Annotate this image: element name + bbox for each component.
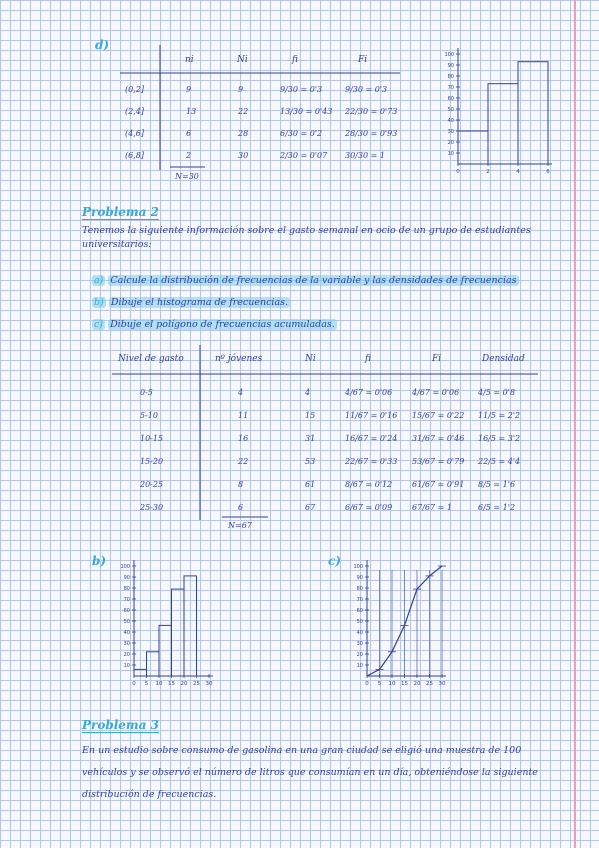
y-tick-label: 20 [123,652,130,658]
p2-cell-fi: 4/67 = 0'06 [345,388,393,397]
p2-cell-Ni: 15 [305,411,316,420]
y-tick-label: 80 [123,586,130,592]
p2-cell-gasto: 0-5 [140,388,153,397]
y-tick-label: 60 [123,608,130,614]
p2-cell-dens: 11/5 = 2'2 [478,411,521,420]
y-tick-label: 40 [447,118,454,124]
d-cell-Fi: 22/30 = 0'73 [345,107,398,116]
x-tick-label: 5 [144,681,149,687]
x-tick-label: 30 [438,681,446,687]
y-tick-label: 20 [447,140,454,146]
x-tick-label: 10 [155,681,163,687]
y-tick-label: 80 [356,586,363,592]
p2-cell-dens: 22/5 = 4'4 [478,457,521,466]
x-tick-label: 0 [456,169,460,175]
d-cell-interval: (4,6] [125,129,144,138]
y-tick-label: 30 [123,641,130,647]
y-tick-label: 10 [447,151,454,157]
p2-cell-gasto: 15-20 [140,457,164,466]
p2-cell-dens: 16/5 = 3'2 [478,434,521,443]
x-tick-label: 10 [388,681,396,687]
item-a-letter: a) [94,275,104,286]
y-tick-label: 70 [123,597,130,603]
p2-header-densidad: Densidad [482,354,525,364]
item-b-text: Dibuje el histograma de frecuencias. [110,297,288,308]
d-cell-fi: 6/30 = 0'2 [280,129,323,138]
p2-cell-n: 4 [238,388,244,397]
d-cell-Ni: 28 [238,129,249,138]
x-tick-label: 20 [180,681,188,687]
d-total: N=30 [175,172,199,181]
d-cell-Ni: 22 [238,107,249,116]
y-tick-label: 90 [447,63,454,69]
p2-cell-n: 6 [238,503,244,512]
p2-header-Ni: Ni [305,354,316,364]
histogram-bar [172,589,185,676]
x-tick-label: 0 [365,681,369,687]
p2-cell-n: 22 [238,457,249,466]
y-tick-label: 50 [447,107,454,113]
y-tick-label: 30 [356,641,363,647]
y-tick-label: 80 [447,74,454,80]
p2-cell-Fi: 67/67 = 1 [412,503,452,512]
chart-b-label: b) [92,554,107,568]
p2-header-jovenes: nº jóvenes [215,354,263,364]
histogram-bar [159,625,172,676]
p2-cell-gasto: 5-10 [140,411,158,420]
d-cell-interval: (6,8] [125,151,144,160]
x-tick-label: 5 [377,681,382,687]
d-cell-ni: 6 [186,129,192,138]
x-tick-label: 30 [205,681,213,687]
x-tick-label: 6 [546,169,550,175]
y-tick-label: 20 [356,652,363,658]
problema2-title: Problema 2 [82,205,159,219]
x-tick-label: 20 [413,681,421,687]
d-cell-fi: 9/30 = 0'3 [280,85,323,94]
problema3-title: Problema 3 [82,718,159,732]
y-tick-label: 100 [444,52,454,58]
y-tick-label: 70 [356,597,363,603]
d-cell-fi: 13/30 = 0'43 [280,107,333,116]
d-header-fi: fi [292,55,299,65]
x-tick-label: 25 [193,681,200,687]
p2-cell-fi: 22/67 = 0'33 [345,457,398,466]
y-tick-label: 70 [447,85,454,91]
item-b-letter: b) [94,297,104,308]
item-c-text: Dibuje el polígono de frecuencias acumuladas. [110,319,335,330]
p2-cell-Fi: 4/67 = 0'06 [412,388,460,397]
d-cell-ni: 9 [186,85,192,94]
d-cell-Fi: 30/30 = 1 [345,151,385,160]
y-tick-label: 10 [123,663,130,669]
y-tick-label: 10 [356,663,363,669]
p2-cell-n: 8 [238,480,244,489]
p2-cell-n: 11 [238,411,249,420]
item-c-letter: c) [94,319,104,330]
chart-c-ogive [345,558,465,698]
p2-cell-Fi: 61/67 = 0'91 [412,480,465,489]
p2-cell-dens: 8/5 = 1'6 [478,480,516,489]
x-tick-label: 2 [486,169,490,175]
d-cell-interval: (2,4] [125,107,144,116]
problema2-intro: Tenemos la siguiente información sobre el gasto semanal en ocio de un grupo de estudiantes universitarios: [82,225,531,250]
histogram-bar [184,576,197,676]
y-tick-label: 90 [356,575,363,581]
p2-cell-Fi: 53/67 = 0'79 [412,457,465,466]
d-cell-Fi: 9/30 = 0'3 [345,85,388,94]
d-header-Ni: Ni [237,55,248,65]
y-tick-label: 50 [123,619,130,625]
d-cell-ni: 13 [186,107,197,116]
p2-cell-Fi: 15/67 = 0'22 [412,411,465,420]
d-cell-ni: 2 [186,151,192,160]
p2-header-fi: fi [365,354,372,364]
y-tick-label: 90 [123,575,130,581]
y-tick-label: 40 [356,630,363,636]
x-tick-label: 25 [426,681,433,687]
y-tick-label: 30 [447,129,454,135]
p2-cell-Fi: 31/67 = 0'46 [412,434,465,443]
p2-cell-Ni: 67 [305,503,316,512]
histogram-bar [147,652,160,676]
problema3-text: En un estudio sobre consumo de gasolina en una gran ciudad se eligió una muestra de 100 vehículos y se observó el número de litros que consumían en un día, obteniéndose la siguiente distribución de frecuencias. [82,745,538,800]
y-tick-label: 100 [120,564,130,570]
y-tick-label: 50 [356,619,363,625]
p2-total: N=67 [228,521,252,530]
y-tick-label: 40 [123,630,130,636]
p2-header-gasto: Nivel de gasto [118,354,184,364]
p2-cell-gasto: 10-15 [140,434,164,443]
y-tick-label: 60 [356,608,363,614]
d-header-Fi: Fi [358,55,368,65]
d-cell-interval: (0,2] [125,85,144,94]
p2-cell-gasto: 20-25 [140,480,164,489]
p2-cell-n: 16 [238,434,249,443]
p2-cell-fi: 11/67 = 0'16 [345,411,398,420]
d-cell-Ni: 9 [238,85,244,94]
y-tick-label: 100 [353,564,363,570]
d-cell-fi: 2/30 = 0'07 [280,151,328,160]
x-tick-label: 0 [132,681,136,687]
p2-cell-gasto: 25-30 [140,503,164,512]
d-cell-Fi: 28/30 = 0'93 [345,129,398,138]
x-tick-label: 4 [516,169,520,175]
chart-c-label: c) [328,554,341,568]
histogram-bar [134,669,147,676]
d-cell-Ni: 30 [238,151,249,160]
p2-cell-fi: 16/67 = 0'24 [345,434,398,443]
item-a-text: Calcule la distribución de frecuencias de la variable y las densidades de frecuencias [110,275,517,286]
p2-cell-fi: 6/67 = 0'09 [345,503,393,512]
p2-cell-Ni: 31 [305,434,316,443]
chart-b-histogram [112,558,232,698]
p2-cell-dens: 4/5 = 0'8 [478,388,516,397]
p2-cell-Ni: 53 [305,457,316,466]
section-d-label: d) [95,38,110,52]
p2-cell-Ni: 61 [305,480,316,489]
p2-cell-Ni: 4 [305,388,311,397]
x-tick-label: 15 [168,681,175,687]
d-header-ni: ni [185,55,194,65]
p2-cell-fi: 8/67 = 0'12 [345,480,393,489]
p2-header-Fi: Fi [432,354,442,364]
y-tick-label: 60 [447,96,454,102]
x-tick-label: 15 [401,681,408,687]
p2-cell-dens: 6/5 = 1'2 [478,503,516,512]
